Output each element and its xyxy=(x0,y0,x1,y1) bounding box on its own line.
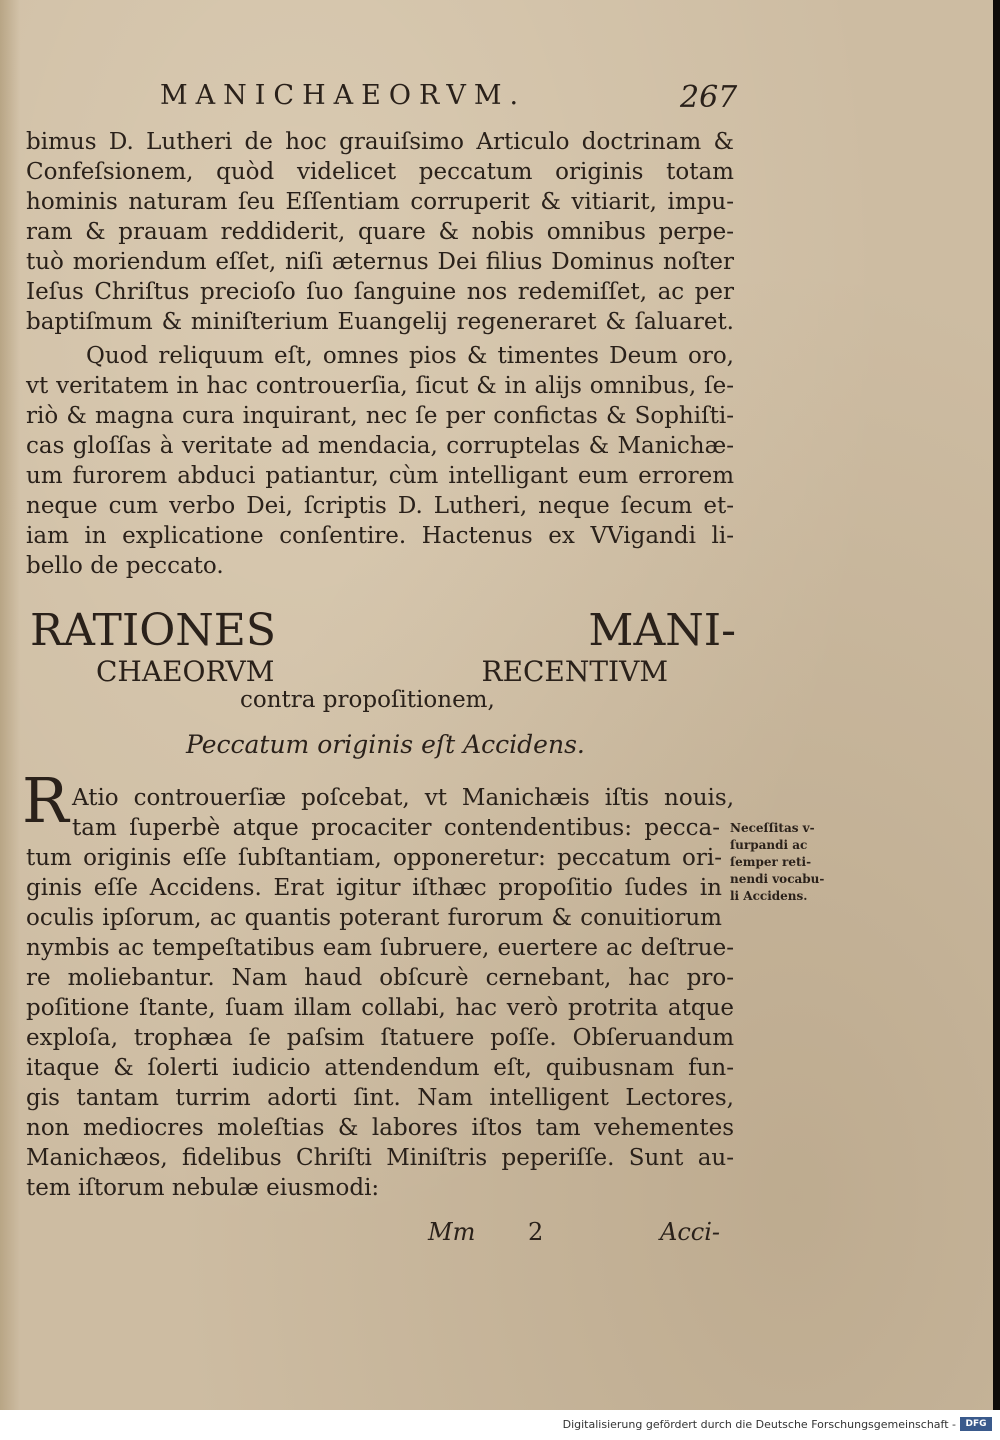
marginal-note-line: nendi vocabu- xyxy=(730,872,825,886)
text-line: Atio controuerſiæ poſcebat, vt Manichæis iſtis nouis, xyxy=(72,785,734,811)
marginal-note-line: ſemper reti- xyxy=(730,855,812,869)
text-line: tem iſtorum nebulæ eiusmodi: xyxy=(26,1175,380,1201)
text-line: exploſa, trophæa ſe paſsim ſtatuere poſſe. Obſeruandum xyxy=(26,1025,734,1051)
text-line: nymbis ac tempeſtatibus eam ſubruere, euertere ac deſtrue- xyxy=(26,935,734,961)
text-line: vt veritatem in hac controuerſia, ſicut & in alijs omnibus, ſe- xyxy=(26,373,734,399)
drop-cap: R xyxy=(22,764,69,837)
text-line: Manichæos, fidelibus Chriſti Miniſtris peperiſſe. Sunt au- xyxy=(26,1145,734,1171)
text-line: Confeſsionem, quòd videlicet peccatum originis totam xyxy=(26,159,734,185)
signature-mark: Mm xyxy=(428,1218,476,1246)
text-line: neque cum verbo Dei, ſcriptis D. Lutheri, neque ſecum et- xyxy=(26,493,734,519)
text-line: ginis eſſe Accidens. Erat igitur iſthæc propoſitio ſudes in xyxy=(26,875,722,901)
text-line: riò & magna cura inquirant, nec ſe per confictas & Sophiſti- xyxy=(26,403,734,429)
text-line: Quod reliquum eſt, omnes pios & timentes Deum oro, xyxy=(86,343,734,369)
marginal-note-line: Neceſſitas v- xyxy=(730,821,815,835)
proposition-title: Peccatum originis eſt Accidens. xyxy=(186,730,585,759)
text-line: hominis naturam ſeu Eſſentiam corruperit & vitiarit, impu- xyxy=(26,189,734,215)
text-line: tum originis eſſe ſubſtantiam, opponeretur: peccatum ori- xyxy=(26,845,722,871)
text-line: baptiſmum & miniſterium Euangelij regeneraret & ſaluaret. xyxy=(26,309,734,335)
text-line: re moliebantur. Nam haud obſcurè cernebant, hac pro- xyxy=(26,965,734,991)
text-line: bello de peccato. xyxy=(26,553,224,579)
section-heading-line2: CHAEORVM RECENTIVM xyxy=(96,655,668,688)
text-line: ram & prauam reddiderit, quare & nobis omnibus perpe- xyxy=(26,219,734,245)
funding-credit: Digitalisierung gefördert durch die Deutsche Forschungsgemeinschaft - xyxy=(562,1418,956,1431)
marginal-note-line: li Accidens. xyxy=(730,889,808,903)
page-number: 267 xyxy=(680,80,738,115)
text-line: tam ſuperbè atque procaciter contendentibus: pecca- xyxy=(72,815,720,841)
text-line: cas gloſſas à veritate ad mendacia, corruptelas & Manichæ- xyxy=(26,433,734,459)
catchword: Acci- xyxy=(660,1218,720,1246)
text-line: non mediocres moleſtias & labores iſtos tam vehementes xyxy=(26,1115,734,1141)
marginal-note xyxy=(730,820,850,905)
text-line: gis tantam turrim adorti ſint. Nam intelligent Lectores, xyxy=(26,1085,734,1111)
marginal-note-line: ſurpandi ac xyxy=(730,838,808,852)
text-line: Ieſus Chriſtus precioſo ſuo ſanguine nos redemiſſet, ac per xyxy=(26,279,734,305)
page-edge-shadow xyxy=(0,0,20,1410)
scan-border xyxy=(993,0,1000,1410)
dfg-logo: DFG xyxy=(960,1417,992,1431)
text-line: oculis ipſorum, ac quantis poterant furorum & conuitiorum xyxy=(26,905,722,931)
running-head: MANICHAEORVM. xyxy=(160,80,527,111)
text-line: tuò moriendum eſſet, niſi æternus Dei filius Dominus noſter xyxy=(26,249,734,275)
text-line: iam in explicatione conſentire. Hactenus ex VVigandi li- xyxy=(26,523,734,549)
section-heading-line3: contra propoſitionem, xyxy=(240,687,495,713)
text-line: itaque & ſolerti iudicio attendendum eſt, quibusnam fun- xyxy=(26,1055,734,1081)
signature-number: 2 xyxy=(528,1218,544,1246)
text-line: bimus D. Lutheri de hoc grauiſsimo Articulo doctrinam & xyxy=(26,129,734,155)
text-line: um furorem abduci patiantur, cùm intelligant eum errorem xyxy=(26,463,734,489)
digitization-footer xyxy=(0,1410,1000,1440)
section-heading: RATIONES MANI- xyxy=(30,605,736,656)
text-line: poſitione ſtante, ſuam illam collabi, hac verò protrita atque xyxy=(26,995,734,1021)
